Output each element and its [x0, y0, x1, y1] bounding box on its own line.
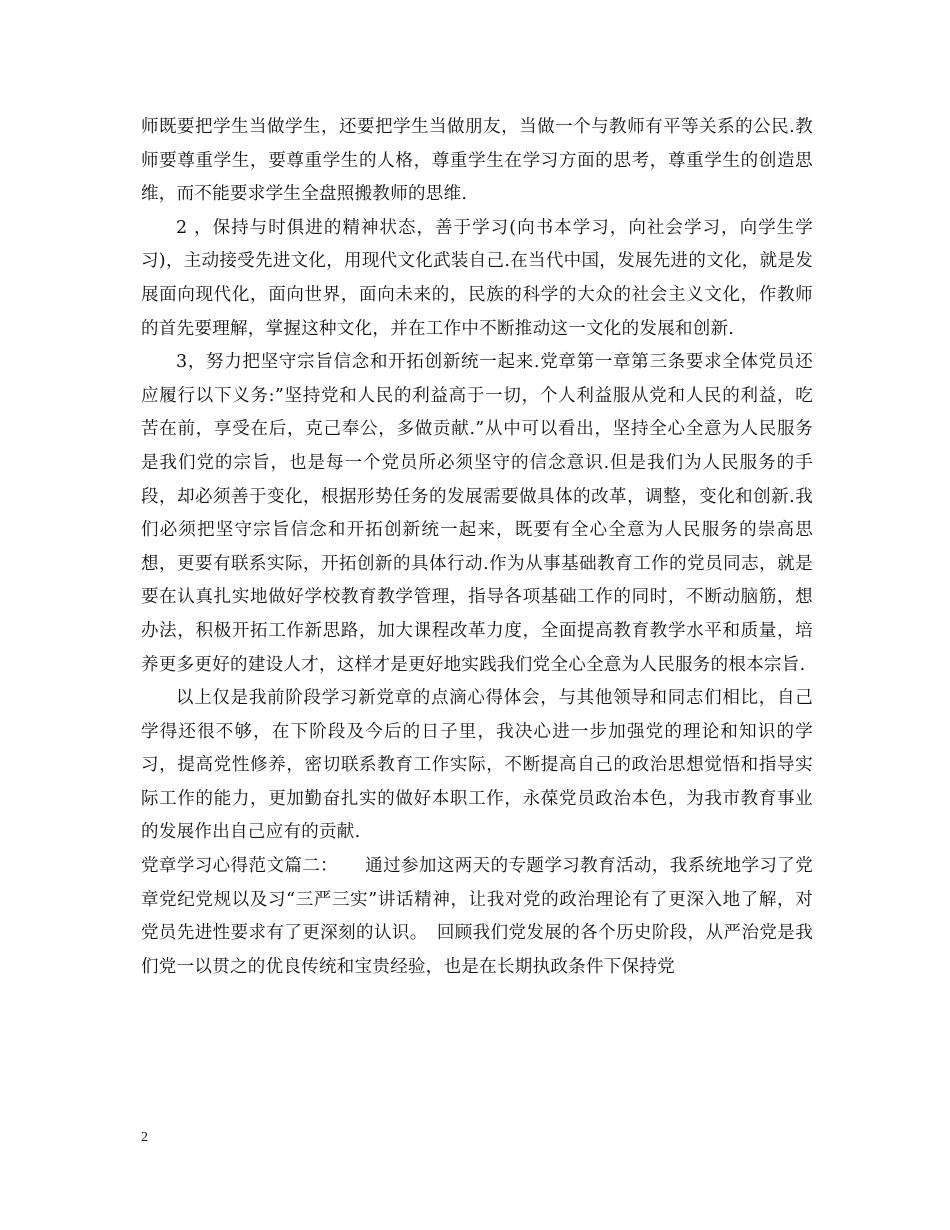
paragraph-5: 党章学习心得范文篇二： 通过参加这两天的专题学习教育活动，我系统地学习了党章党纪党规以及习“三严三实”讲话精神，让我对党的政治理论有了更深入地了解，对党员先进性要求有了更深刻的认识。 回顾我们党发展的各个历史阶段，从严治党是我们党一以贯之的优良传统和宝贵经验，也是在长期执政条件下保持党	[141, 856, 813, 977]
paragraph-4: 以上仅是我前阶段学习新党章的点滴心得体会，与其他领导和同志们相比，自己学得还很不够，在下阶段及今后的日子里，我决心进一步加强党的理论和知识的学习，提高党性修养，密切联系教育工作实际，不断提高自己的政治思想觉悟和指导实际工作的能力，更加勤奋扎实的做好本职工作，永葆党员政治本色，为我市教育事业的发展作出自己应有的贡献.	[141, 688, 813, 843]
page-number: 2	[141, 1130, 148, 1145]
paragraph-3: 3，努力把坚守宗旨信念和开拓创新统一起来.党章第一章第三条要求全体党员还应履行以下义务:”坚持党和人民的利益高于一切，个人利益服从党和人民的利益，吃苦在前，享受在后，克己奉公，多做贡献.”从中可以看出，坚持全心全意为人民服务是我们党的宗旨，也是每一个党员所必须坚守的信念意识.但是我们为人民服务的手段，却必须善于变化，根据形势任务的发展需要做具体的改革，调整，变化和创新.我们必须把坚守宗旨信念和开拓创新统一起来，既要有全心全意为人民服务的崇高思想，更要有联系实际，开拓创新的具体行动.作为从事基础教育工作的党员同志，就是要在认真扎实地做好学校教育教学管理，指导各项基础工作的同时，不断动脑筋，想办法，积极开拓工作新思路，加大课程改革力度，全面提高教育教学水平和质量，培养更多更好的建设人才，这样才是更好地实践我们党全心全意为人民服务的根本宗旨.	[141, 352, 813, 675]
paragraph-1: 师既要把学生当做学生，还要把学生当做朋友，当做一个与教师有平等关系的公民.教师要尊重学生，要尊重学生的人格，尊重学生在学习方面的思考，尊重学生的创造思维，而不能要求学生全盘照搬教师的思维.	[141, 117, 813, 205]
paragraph-2: 2 ，保持与时俱进的精神状态，善于学习(向书本学习，向社会学习，向学生学习)，主动接受先进文化，用现代文化武装自己.在当代中国，发展先进的文化，就是发展面向现代化，面向世界，面向未来的，民族的科学的大众的社会主义文化，作教师的首先要理解，掌握这种文化，并在工作中不断推动这一文化的发展和创新.	[141, 217, 813, 339]
body-text	[141, 111, 813, 984]
